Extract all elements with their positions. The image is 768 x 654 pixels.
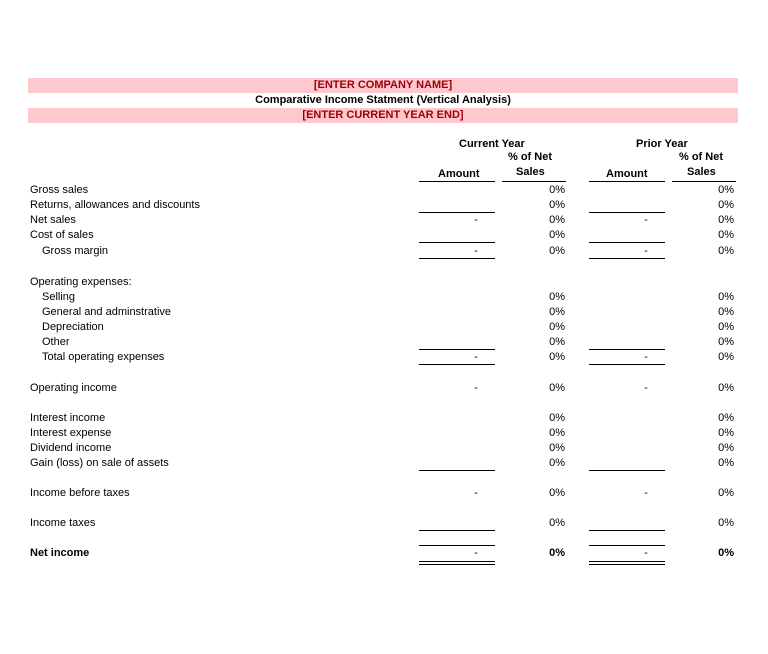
cy-pct: 0% [549,547,565,559]
cy-pct: 0% [549,184,565,196]
py-pct: 0% [718,336,734,348]
cy-total-rule [419,258,495,259]
row-label: Total operating expenses [42,351,165,363]
section-label: Operating expenses: [30,276,132,288]
cy-pct: 0% [549,214,565,226]
company-name-banner: [ENTER COMPANY NAME] [28,78,738,93]
cy-pct: 0% [549,306,565,318]
py-subtotal-rule [589,530,665,531]
py-net-top-rule [589,545,665,546]
cy-amount-header-rule [419,181,495,182]
row-label: Selling [42,291,76,303]
cy-amount: - [474,351,478,363]
py-subtotal-rule [589,212,665,213]
cy-pct: 0% [549,382,565,394]
py-pct: 0% [718,427,734,439]
cy-pct: 0% [549,245,565,257]
cy-amount: - [474,487,478,499]
cy-pct: 0% [549,229,565,241]
cy-double-rule-upper [419,561,495,562]
cy-pct: 0% [549,412,565,424]
statement-title: Comparative Income Statment (Vertical Analysis) [255,94,511,106]
row-label: General and adminstrative [42,306,172,318]
cy-pct: 0% [549,442,565,454]
net-income-label: Net income [30,547,90,559]
py-double-rule-lower [589,564,665,565]
py-pct: 0% [718,199,734,211]
cy-amount-header: Amount [438,168,480,180]
py-amount-header-rule [589,181,665,182]
cy-pct: 0% [549,351,565,363]
cy-pct: 0% [549,427,565,439]
cy-pct: 0% [549,199,565,211]
py-pct-header-rule [672,181,736,182]
py-pct: 0% [718,442,734,454]
row-label: Depreciation [42,321,104,333]
py-pct: 0% [718,184,734,196]
cy-amount: - [474,382,478,394]
py-pct: 0% [718,291,734,303]
cy-amount: - [474,245,478,257]
cy-pct: 0% [549,321,565,333]
cy-subtotal-rule [419,242,495,243]
py-subtotal-rule [589,349,665,350]
cy-pct: 0% [549,517,565,529]
row-label: Interest income [30,412,106,424]
cy-pct-header-rule [502,181,566,182]
cy-subtotal-rule [419,212,495,213]
py-pct: 0% [718,412,734,424]
py-pct: 0% [718,229,734,241]
py-pct: 0% [718,321,734,333]
current-year-header: Current Year [459,138,525,150]
cy-pct-header-line2: Sales [516,166,545,178]
py-total-rule [589,258,665,259]
py-pct: 0% [718,457,734,469]
cy-double-rule-lower [419,564,495,565]
row-label: Returns, allowances and discounts [30,199,200,211]
cy-pct: 0% [549,457,565,469]
row-label: Gross sales [30,184,89,196]
py-pct: 0% [718,487,734,499]
row-label: Income before taxes [30,487,130,499]
row-label: Dividend income [30,442,112,454]
cy-pct: 0% [549,336,565,348]
py-subtotal-rule [589,242,665,243]
row-label: Gross margin [42,245,109,257]
py-subtotal-rule [589,470,665,471]
py-amount: - [644,351,648,363]
cy-pct-header-line1: % of Net [508,151,552,163]
prior-year-header: Prior Year [636,138,688,150]
row-label: Net sales [30,214,76,226]
cy-subtotal-rule [419,530,495,531]
py-amount: - [644,382,648,394]
py-total-rule [589,364,665,365]
py-pct: 0% [718,382,734,394]
py-amount: - [644,245,648,257]
row-label: Cost of sales [30,229,94,241]
py-pct: 0% [718,245,734,257]
py-amount: - [644,547,648,559]
cy-net-top-rule [419,545,495,546]
cy-amount: - [474,547,478,559]
py-pct-header-line2: Sales [687,166,716,178]
py-amount-header: Amount [606,168,648,180]
cy-pct: 0% [549,291,565,303]
row-label: Operating income [30,382,117,394]
py-pct: 0% [718,306,734,318]
py-pct: 0% [718,214,734,226]
cy-amount: - [474,214,478,226]
py-amount: - [644,214,648,226]
py-double-rule-upper [589,561,665,562]
cy-subtotal-rule [419,349,495,350]
row-label: Gain (loss) on sale of assets [30,457,169,469]
row-label: Income taxes [30,517,96,529]
py-pct: 0% [718,517,734,529]
row-label: Interest expense [30,427,112,439]
cy-total-rule [419,364,495,365]
cy-pct: 0% [549,487,565,499]
py-amount: - [644,487,648,499]
year-end-banner: [ENTER CURRENT YEAR END] [28,108,738,123]
py-pct-header-line1: % of Net [679,151,723,163]
row-label: Other [42,336,70,348]
py-pct: 0% [718,547,734,559]
cy-subtotal-rule [419,470,495,471]
py-pct: 0% [718,351,734,363]
